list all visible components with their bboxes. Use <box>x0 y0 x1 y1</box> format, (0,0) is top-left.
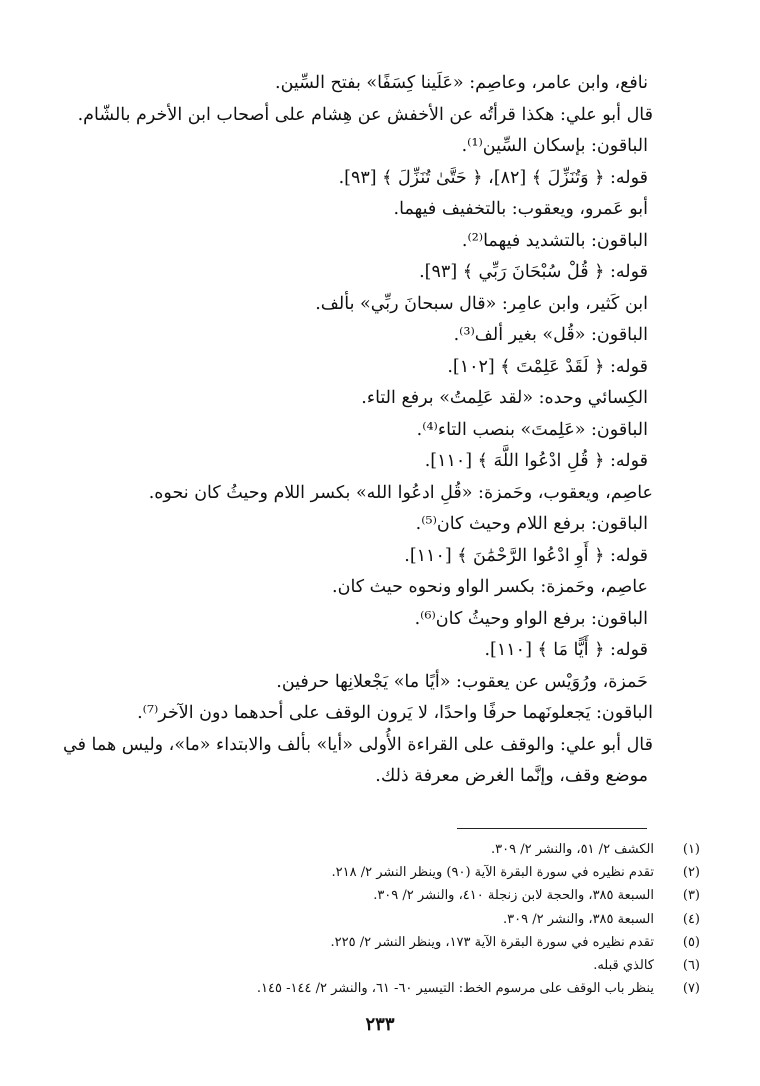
footnote <box>100 838 700 861</box>
footnote-number: (١) <box>682 842 700 857</box>
text-line: قوله: ﴿ وَتُنَزِّلَ ﴾ [٨٢]، ﴿ حَتَّىٰ تُنَزِّلَ ﴾ [٩٣]. <box>338 167 648 188</box>
text-line: قوله: ﴿ لَقَدْ عَلِمْتَ ﴾ [١٠٢]. <box>447 356 648 377</box>
footnote-number: (٢) <box>682 865 700 881</box>
text-line: الباقون: برفع اللام وحيث كان⁽⁵⁾. <box>415 514 648 534</box>
footnote-number: (٧) <box>682 981 700 997</box>
footnote <box>100 954 700 977</box>
text-line: الباقون: بإسكان السِّين⁽¹⁾. <box>461 136 648 156</box>
footnote-text: السبعة ٣٨٥، والنشر ٢/ ٣٠٩. <box>502 911 654 927</box>
text-line: نافع، وابن عامر، وعاصِم: «عَلَينا كِسَفًا» بفتح السِّين. <box>275 73 648 93</box>
footnote-number: (٣) <box>682 888 700 904</box>
text-line: قوله: ﴿ قُلْ سُبْحَانَ رَبِّي ﴾ [٩٣]. <box>419 262 648 282</box>
footnote-text: الكشف ٢/ ٥١، والنشر ٢/ ٣٠٩. <box>490 842 654 857</box>
footnote <box>100 861 700 884</box>
text-line: قوله: ﴿ قُلِ ادْعُوا اللَّهَ ﴾ [١١٠]. <box>424 451 648 471</box>
footnote <box>100 977 700 1000</box>
text-line: موضع وقف، وإنَّما الغرض معرفة ذلك. <box>375 766 648 786</box>
footnote-number: (٦) <box>682 957 700 973</box>
text-line: ابن كَثير، وابن عامِر: «قال سبحانَ ربِّي» بألف. <box>315 293 648 314</box>
footnote-separator <box>457 828 647 829</box>
text-line: قوله: ﴿ أَوِ ادْعُوا الرَّحْمَٰنَ ﴾ [١١٠]. <box>404 545 648 566</box>
text-line: حَمزة، ورُوَيْس عن يعقوب: «أيًا ما» يَجْعلانِها حرفين. <box>276 671 648 692</box>
footnote-text: ينظر باب الوقف على مرسوم الخط: التيسير ٦٠- ٦١، والنشر ٢/ ١٤٤- ١٤٥. <box>256 981 654 997</box>
text-line: عاصِم، وحَمزة: بكسر الواو ونحوه حيث كان. <box>332 577 648 597</box>
text-line: عاصِم، ويعقوب، وحَمزة: «قُلِ ادعُوا الله» بكسر اللام وحيثُ كان نحوه. <box>148 482 653 503</box>
footnotes <box>100 838 700 1000</box>
text-line: الباقون: بالتشديد فيهما⁽²⁾. <box>461 230 648 251</box>
text-line: الباقون: «عَلِمتَ» بنصب التاء⁽⁴⁾. <box>416 419 648 440</box>
footnote-text: تقدم نظيره في سورة البقرة الآية ١٧٣، وينظر النشر ٢/ ٢٢٥. <box>330 934 654 950</box>
text-line: قوله: ﴿ أَيًّا مَا ﴾ [١١٠]. <box>484 640 648 660</box>
footnote-text: تقدم نظيره في سورة البقرة الآية (٩٠) وينظر النشر ٢/ ٢١٨. <box>331 865 654 881</box>
text-line: الباقون: «قُل» بغير ألف⁽³⁾. <box>453 325 648 345</box>
text-line: قال أبو علي: هكذا قرأتُه عن الأخفش عن هِشام على أصحاب ابن الأخرم بالشّام. <box>77 104 653 125</box>
footnote <box>100 908 700 931</box>
text-line: قال أبو علي: والوقف على القراءة الأُولى «أيا» بألف والابتداء «ما»، وليس هما في <box>62 734 653 755</box>
footnote-number: (٤) <box>682 911 700 927</box>
text-line: الباقون: برفع الواو وحيثُ كان⁽⁶⁾. <box>414 608 648 629</box>
text-line: الكِسائي وحده: «لقد عَلِمتُ» برفع التاء. <box>361 388 648 408</box>
page-number: ٢٣٣ <box>365 1014 395 1035</box>
footnote-text: السبعة ٣٨٥، والحجة لابن زنجلة ٤١٠، والنشر ٢/ ٣٠٩. <box>373 888 654 904</box>
footnote <box>100 931 700 954</box>
footnote-number: (٥) <box>682 934 700 950</box>
main-text <box>62 68 653 793</box>
footnote-text: كالذي قبله. <box>593 957 654 973</box>
text-line: أبو عَمرو، ويعقوب: بالتخفيف فيهما. <box>393 199 648 219</box>
footnote <box>100 884 700 907</box>
text-line: الباقون: يَجعلونَهما حرفًا واحدًا، لا يَرون الوقف على أحدهما دون الآخر⁽⁷⁾. <box>137 703 653 723</box>
